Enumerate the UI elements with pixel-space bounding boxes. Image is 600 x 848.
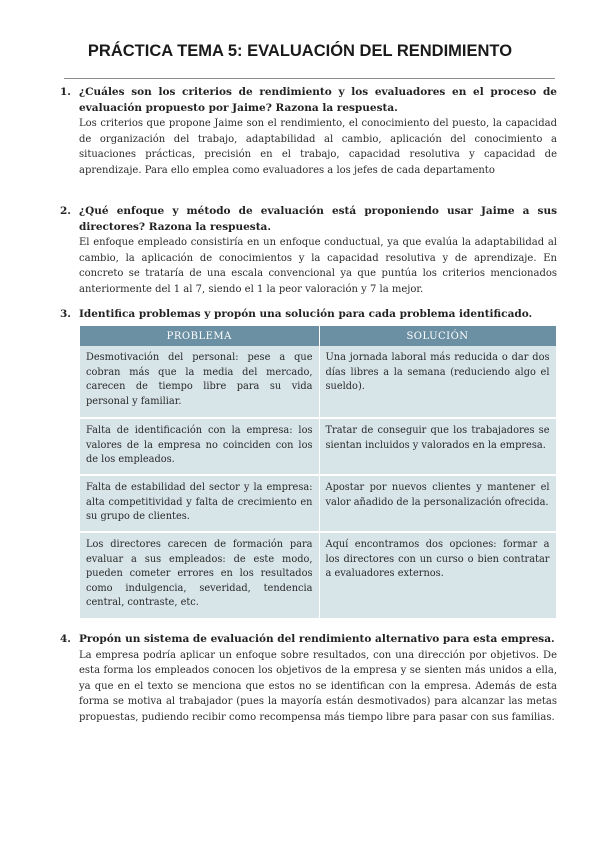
question-number: 1. xyxy=(60,86,71,98)
problem-cell: Falta de identificación con la empresa: los valores de la empresa no coinciden con los de los empleados. xyxy=(80,418,319,475)
question-heading: Propón un sistema de evaluación del rendimiento alternativo para esta empresa. xyxy=(79,633,555,645)
solution-cell: Aquí encontramos dos opciones: formar a los directores con un curso o bien contratar a evaluadores externos. xyxy=(319,532,556,619)
table-row xyxy=(80,346,556,418)
problem-cell: Los directores carecen de formación para evaluar a sus empleados: de este modo, pueden cometer errores en los resultados como indulgencia, severidad, tendencia central, contraste, etc. xyxy=(80,532,319,619)
question-2 xyxy=(60,204,557,298)
problems-solutions-table xyxy=(80,326,557,620)
question-heading: Identifica problemas y propón una solución para cada problema identificado. xyxy=(79,308,533,320)
table-row xyxy=(80,418,556,475)
problem-cell: Desmotivación del personal: pese a que cobran más que la media del mercado, carecen de tiempo libre para su vida personal y familiar. xyxy=(80,346,319,418)
page-title: PRÁCTICA TEMA 5: EVALUACIÓN DEL RENDIMIENTO xyxy=(87,42,513,60)
question-1 xyxy=(60,85,557,179)
question-number: 3. xyxy=(60,308,71,320)
question-heading: ¿Qué enfoque y método de evaluación está proponiendo usar Jaime a sus directores? Razona la respuesta. xyxy=(79,205,557,233)
question-answer: Los criterios que propone Jaime son el rendimiento, el conocimiento del puesto, la capacidad de organización del trabajo, adaptabilidad al cambio, aplicación del conocimiento a situaciones prácticas, precisión en el trabajo, capacidad resolutiva y capacidad de aprendizaje. Para ello emplea como evaluadores a los jefes de cada departamento xyxy=(79,118,557,176)
question-number: 2. xyxy=(60,205,71,217)
column-header-solution: SOLUCIÓN xyxy=(319,326,556,346)
question-answer: El enfoque empleado consistiría en un enfoque conductual, ya que evalúa la adaptabilidad al cambio, la aplicación de conocimientos y la capacidad resolutiva y de aprendizaje. En concreto se trataría de una escala convencional ya que puntúa los criterios mencionados anteriormente del 1 al 7, siendo el 1 la peor valoración y 7 la mejor. xyxy=(79,237,557,295)
question-answer: La empresa podría aplicar un enfoque sobre resultados, con una dirección por objetivos. De esta forma los empleados conocen los objetivos de la empresa y se sienten más unidos a ella, ya que en el texto se menciona que estos no se identifican con la empresa. Además de esta forma se motiva al trabajador (pues la mayoría están desmotivados) para alcanzar las metas propuestas, pudiendo recibir como recompensa más tiempo libre para pasar con sus familias. xyxy=(79,649,557,723)
table-header-row xyxy=(80,326,556,346)
table-row xyxy=(80,532,556,619)
question-heading: ¿Cuáles son los criterios de rendimiento y los evaluadores en el proceso de evaluación propuesto por Jaime? Razona la respuesta. xyxy=(79,86,557,114)
problem-cell: Falta de estabilidad del sector y la empresa: alta competitividad y falta de crecimiento en su grupo de clientes. xyxy=(80,475,319,532)
column-header-problem: PROBLEMA xyxy=(80,326,319,346)
question-number: 4. xyxy=(60,633,71,645)
table-row xyxy=(80,475,556,532)
solution-cell: Apostar por nuevos clientes y mantener el valor añadido de la personalización ofrecida. xyxy=(319,475,556,532)
solution-cell: Una jornada laboral más reducida o dar dos días libres a la semana (reduciendo algo el sueldo). xyxy=(319,346,556,418)
solution-cell: Tratar de conseguir que los trabajadores se sientan incluidos y valorados en la empresa. xyxy=(319,418,556,475)
question-4 xyxy=(60,632,557,726)
title-divider xyxy=(64,78,555,79)
question-3 xyxy=(60,307,557,323)
